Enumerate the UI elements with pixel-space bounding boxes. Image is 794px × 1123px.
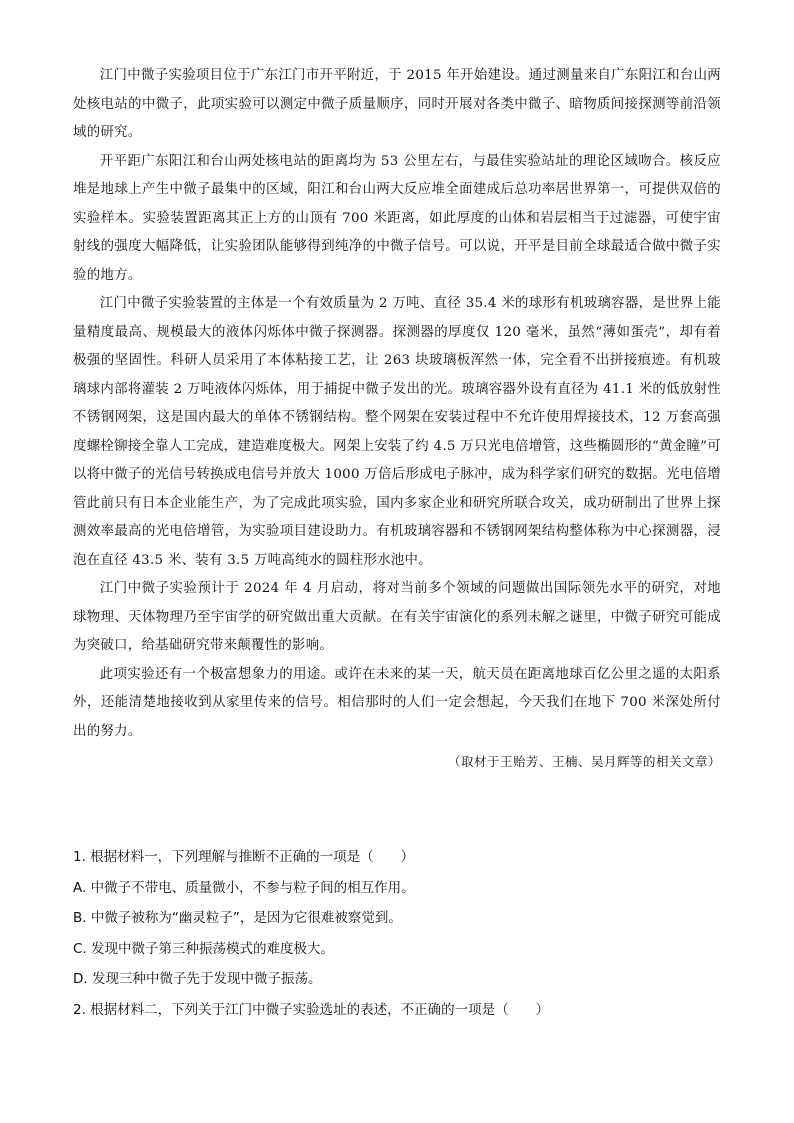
question-1-option-d: D. 发现三种中微子先于发现中微子振荡。 (73, 971, 322, 987)
question-section (73, 842, 721, 1025)
paragraph-2: 开平距广东阳江和台山两处核电站的距离均为 53 公里左右，与最佳实验站址的理论区域吻合。核反应堆是地球上产生中微子最集中的区域，阳江和台山两大反应堆全面建成后总功率居世界第一，可提供双倍的实验样本。实验装置距离其正上方的山顶有 700 米距离，如此厚度的山体和岩层相当于过滤器，可使宇宙射线的强度大幅降低，让实验团队能够得到纯净的中微子信号。可以说，开平是目前全球最适合做中微子实验的地方。 (73, 153, 721, 283)
question-1-option-c: C. 发现中微子第三种振荡模式的难度极大。 (73, 940, 335, 957)
paragraph-1: 江门中微子实验项目位于广东江门市开平附近，于 2015 年开始建设。通过测量来自广东阳江和台山两处核电站的中微子，此项实验可以测定中微子质量顺序，同时开展对各类中微子、暗物质间接探测等前沿领域的研究。 (73, 68, 721, 140)
paragraph-5: 此项实验还有一个极富想象力的用途。或许在未来的某一天，航天员在距离地球百亿公里之遥的太阳系外，还能清楚地接收到从家里传来的信号。相信那时的人们一定会想起，今天我们在地下 700 米深处所付出的努力。 (73, 666, 721, 739)
question-1-option-b: B. 中微子被称为“幽灵粒子”，是因为它很难被察觉到。 (73, 910, 402, 926)
question-2-stem: 2. 根据材料二，下列关于江门中微子实验选址的表述，不正确的一项是（ ） (73, 1001, 550, 1018)
question-1-option-a: A. 中微子不带电、质量微小，不参与粒子间的相互作用。 (73, 879, 415, 896)
question-1-stem: 1. 根据材料一，下列理解与推断不正确的一项是（ ） (73, 849, 415, 865)
paragraph-4: 江门中微子实验预计于 2024 年 4 月启动，将对当前多个领域的问题做出国际领先水平的研究，对地球物理、天体物理乃至宇宙学的研究做出重大贡献。在有关宇宙演化的系列未解之谜里，中微子研究可能成为突破口，给基础研究带来颠覆性的影响。 (73, 581, 721, 653)
reading-material (73, 62, 721, 776)
paragraph-3: 江门中微子实验装置的主体是一个有效质量为 2 万吨、直径 35.4 米的球形有机玻璃容器，是世界上能量精度最高、规模最大的液体闪烁体中微子探测器。探测器的厚度仅 120 毫米，虽然“薄如蛋壳”，却有着极强的坚固性。科研人员采用了本体粘接工艺，让 263 块玻璃板浑然一体，完全看不出拼接痕迹。有机玻璃球内部将灌装 2 万吨液体闪烁体，用于捕捉中微子发出的光。玻璃容器外设有直径为 41.1 米的低放射性不锈钢网架，这是国内最大的单体不锈钢结构。整个网架在安装过程中不允许使用焊接技术，12 万套高强度螺栓铆接全靠人工完成，建造难度极大。网架上安装了约 4.5 万只光电倍增管，这些椭圆形的“黄金瞳”可以将中微子的光信号转换成电信号并放大 1000 万倍后形成电子脉冲，成为科学家们研究的数据。光电倍增管此前只有日本企业能生产，为了完成此项实验，国内多家企业和研究所联合攻关，成功研制出了世界上探测效率最高的光电倍增管，为实验项目建设助力。有机玻璃容器和不锈钢网架结构整体称为中心探测器，浸泡在直径 43.5 米、装有 3.5 万吨高纯水的圆柱形水池中。 (73, 296, 721, 568)
source-citation: （取材于王贻芳、王楠、吴月辉等的相关文章） (447, 754, 721, 769)
